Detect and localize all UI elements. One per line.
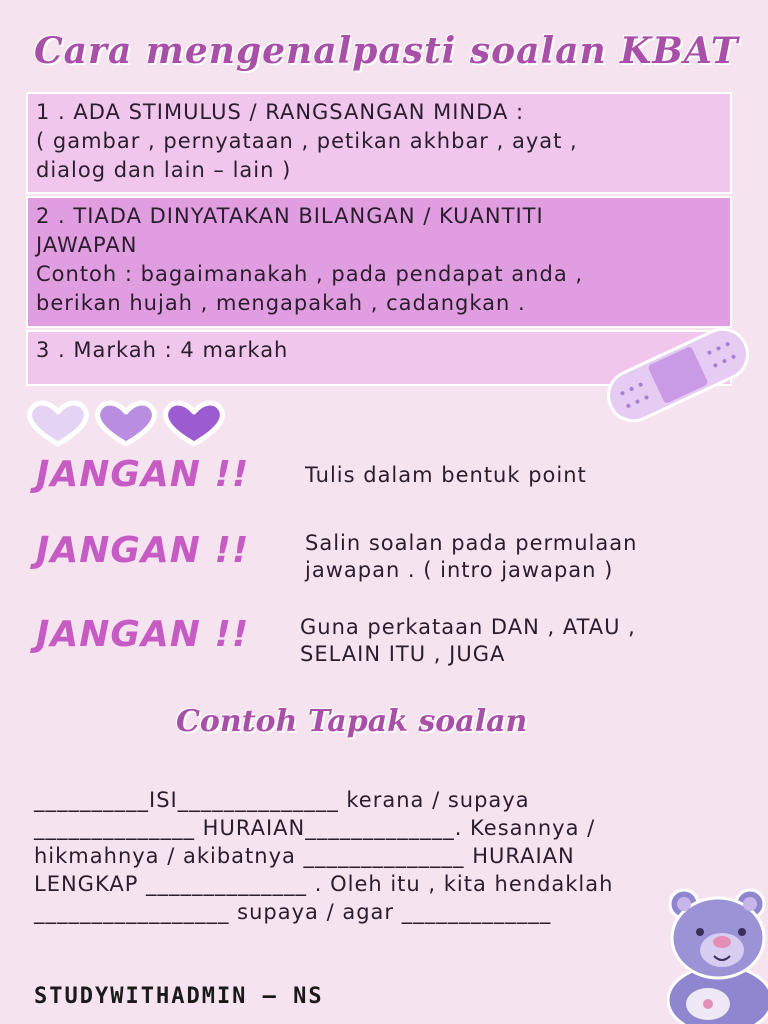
dont-rule-1-line-1: Tulis dalam bentuk point: [305, 463, 587, 487]
template-line-5: _________________ supaya / agar _____________: [34, 900, 552, 924]
template-line-1: __________ISI______________ kerana / supaya: [34, 788, 530, 812]
dont-rule-2-line-2: jawapan . ( intro jawapan ): [305, 558, 614, 582]
dont-rule-3-line-2: SELAIN ITU , JUGA: [300, 642, 506, 666]
template-line-3: hikmahnya / akibatnya ______________ HURAIAN: [34, 844, 575, 868]
point-1-box: [26, 92, 732, 194]
dont-rule-3: [300, 614, 636, 668]
page-title: Cara mengenalpasti soalan KBAT: [34, 30, 739, 72]
point-2-line-3: Contoh : bagaimanakah , pada pendapat anda ,: [36, 262, 584, 286]
point-1-line-3: dialog dan lain – lain ): [36, 158, 292, 182]
dont-label-2: JANGAN !!: [36, 530, 250, 571]
point-2-line-2: JAWAPAN: [36, 233, 138, 257]
point-1-line-2: ( gambar , pernyataan , petikan akhbar , ayat ,: [36, 129, 578, 153]
point-2-line-1: 2 . TIADA DINYATAKAN BILANGAN / KUANTITI: [36, 204, 544, 228]
dont-rule-2-line-1: Salin soalan pada permulaan: [305, 531, 638, 555]
answer-template: [34, 786, 694, 926]
dont-rule-2: [305, 530, 637, 584]
template-line-2: ______________ HURAIAN_____________. Kesannya /: [34, 816, 596, 840]
dont-rule-1: [305, 462, 587, 489]
point-3-line-1: 3 . Markah : 4 markah: [36, 338, 289, 362]
template-line-4: LENGKAP ______________ . Oleh itu , kita hendaklah: [34, 872, 614, 896]
bandage-icon: [598, 320, 758, 430]
dont-rule-3-line-1: Guna perkataan DAN , ATAU ,: [300, 615, 636, 639]
dont-label-1: JANGAN !!: [36, 454, 250, 495]
hearts-icon: [20, 392, 234, 452]
footer-credit: STUDYWITHADMIN – NS: [34, 984, 324, 1009]
point-2-box: [26, 196, 732, 328]
point-2-line-4: berikan hujah , mengapakah , cadangkan .: [36, 291, 526, 315]
point-1-line-1: 1 . ADA STIMULUS / RANGSANGAN MINDA :: [36, 100, 525, 124]
section-subtitle: Contoh Tapak soalan: [176, 704, 528, 739]
care-bear-icon: [650, 876, 768, 1024]
dont-label-3: JANGAN !!: [36, 614, 250, 655]
